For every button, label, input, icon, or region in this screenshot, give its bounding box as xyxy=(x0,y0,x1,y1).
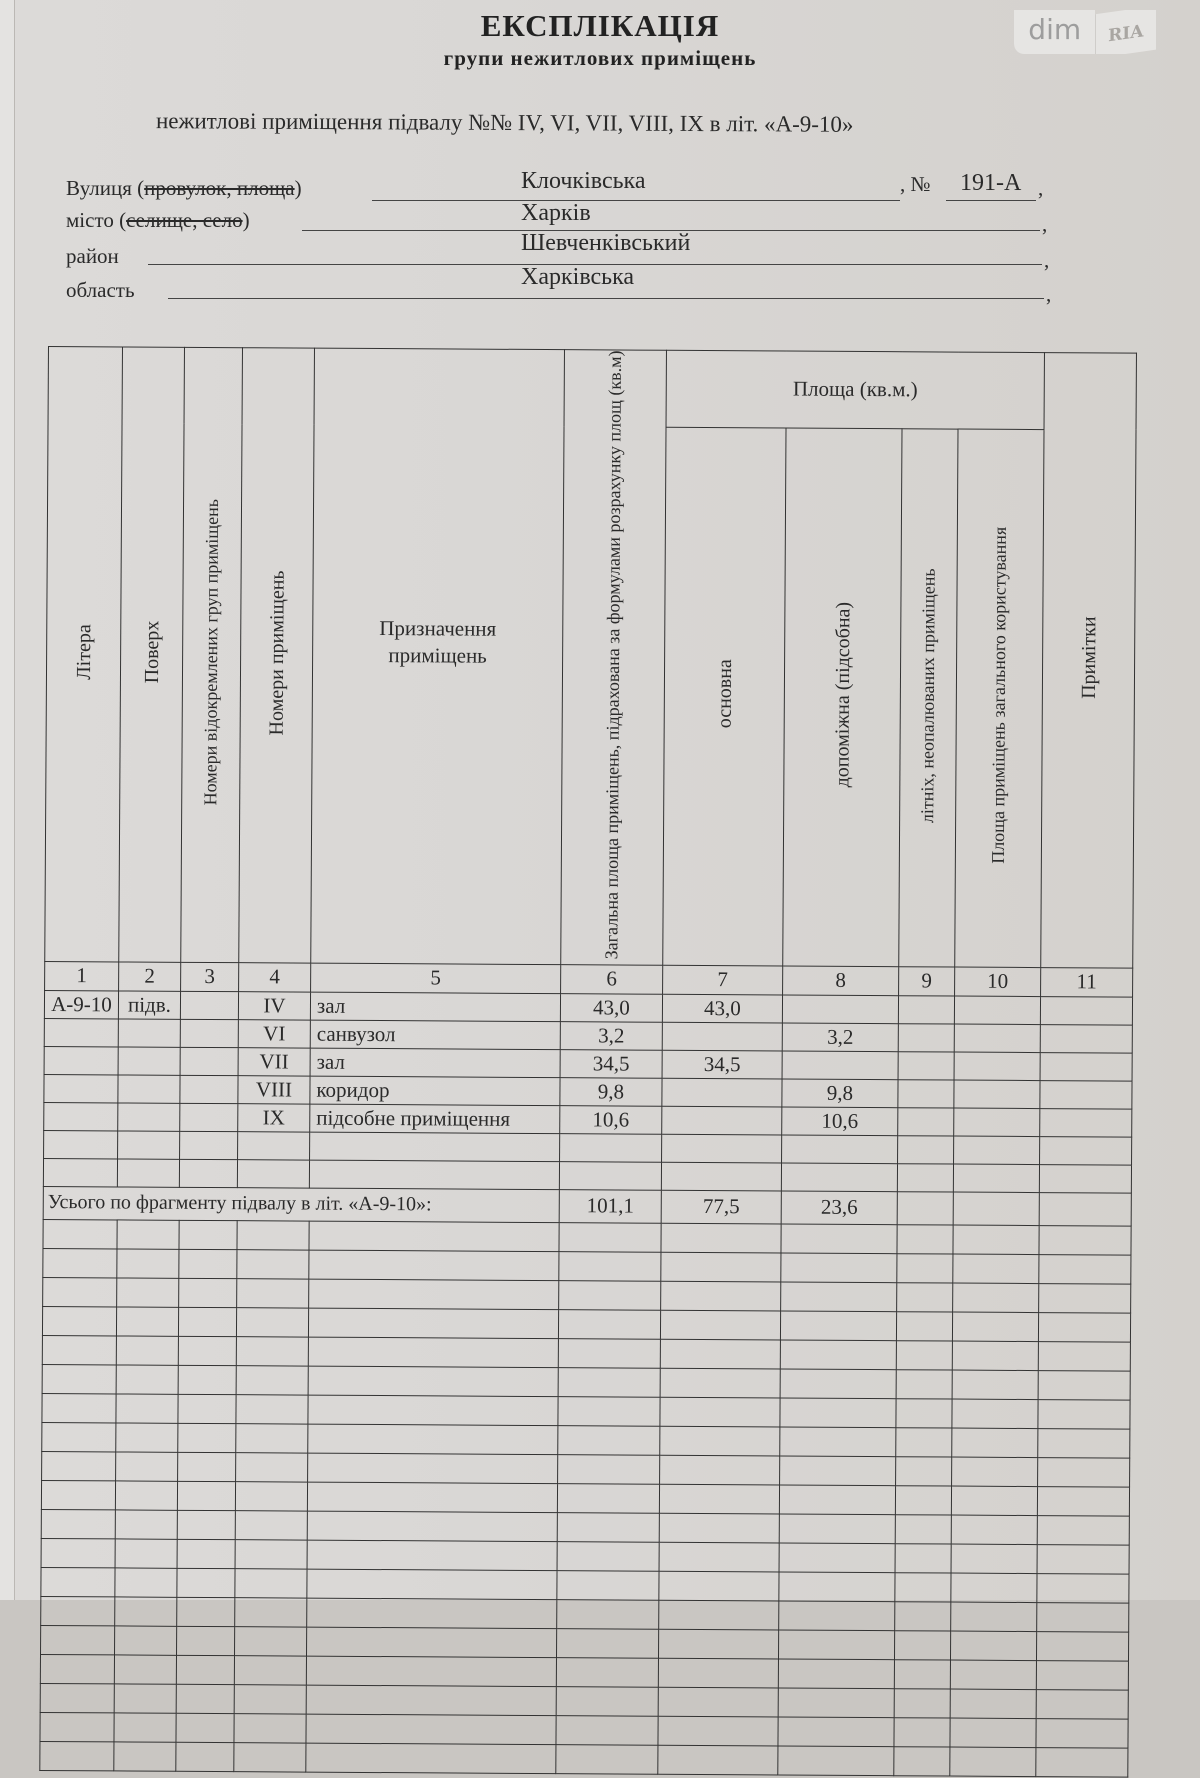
cell-litera: А-9-10 xyxy=(44,990,118,1018)
comma: , xyxy=(1044,248,1050,272)
cell-total-area: 43,0 xyxy=(560,994,662,1023)
cell-aux-area xyxy=(782,995,898,1024)
document-title: ЕКСПЛІКАЦІЯ xyxy=(480,8,720,43)
header-common-area: Площа приміщень загального користування xyxy=(955,429,1044,968)
cell-floor xyxy=(118,1103,180,1131)
district-value: Шевченківський xyxy=(521,230,691,256)
cell-floor: підв. xyxy=(118,991,180,1019)
header-room-numbers: Номери приміщень xyxy=(239,348,315,963)
cell-common-area xyxy=(954,1052,1040,1081)
header-area-group: Площа (кв.м.) xyxy=(666,350,1044,429)
cell-group xyxy=(180,991,238,1019)
comma: , xyxy=(1038,176,1044,200)
premises-description: нежитлові приміщення підвалу №№ IV, VI, VII, VIII, IX в літ. «А-9-10» xyxy=(155,108,854,137)
main-area-sum: 77,5 xyxy=(661,1190,781,1224)
cell-common-area xyxy=(954,1024,1040,1053)
cell-total-area: 3,2 xyxy=(560,1022,662,1051)
cell-summer-area xyxy=(898,1080,954,1108)
cell-summer-area xyxy=(898,1108,954,1136)
cell-floor xyxy=(118,1019,180,1047)
cell-room: IV xyxy=(238,992,310,1020)
cell-group xyxy=(180,1075,238,1103)
header-litera: Літера xyxy=(45,347,123,962)
column-number: 3 xyxy=(181,962,239,991)
number-label: , № xyxy=(900,172,931,196)
street-value: Клочківська xyxy=(521,168,646,194)
cell-purpose: підсобне приміщення xyxy=(310,1104,560,1134)
cell-main-area xyxy=(662,1022,782,1051)
document-subtitle: групи нежитлових приміщень xyxy=(443,46,757,70)
region-value: Харківська xyxy=(521,264,635,290)
cell-summer-area xyxy=(898,1024,954,1052)
cell-floor xyxy=(118,1075,180,1103)
column-number: 2 xyxy=(119,962,181,991)
column-number: 1 xyxy=(45,961,119,990)
cell-purpose: коридор xyxy=(310,1076,560,1106)
column-number: 7 xyxy=(663,965,783,995)
cell-common-area xyxy=(954,1108,1040,1137)
cell-aux-area: 9,8 xyxy=(782,1079,898,1108)
cell-main-area: 34,5 xyxy=(662,1050,782,1079)
cell-floor xyxy=(118,1047,180,1075)
total-area-sum: 101,1 xyxy=(559,1189,661,1223)
cell-notes xyxy=(1040,1108,1132,1137)
cell-purpose: санвузол xyxy=(310,1020,560,1050)
cell-main-area: 43,0 xyxy=(662,994,782,1023)
cell-total-area: 9,8 xyxy=(560,1078,662,1107)
header-group-numbers: Номери відокремлених груп приміщень xyxy=(181,347,243,962)
cell-group xyxy=(180,1019,238,1047)
cell-main-area xyxy=(662,1078,782,1107)
column-number: 10 xyxy=(955,967,1041,997)
table-row-empty xyxy=(40,1741,1128,1777)
cell-main-area xyxy=(662,1106,782,1135)
street-underline xyxy=(372,200,900,201)
cell-purpose: зал xyxy=(310,992,560,1022)
cell-room: VI xyxy=(238,1020,310,1048)
header-notes: Примітки xyxy=(1041,353,1137,968)
region-label: область xyxy=(66,278,135,302)
column-number: 5 xyxy=(311,963,561,994)
cell-litera xyxy=(44,1046,118,1074)
city-value: Харків xyxy=(521,200,591,226)
cell-common-area xyxy=(954,996,1040,1025)
number-underline xyxy=(946,200,1036,201)
house-number-value: 191-А xyxy=(960,170,1022,196)
region-underline xyxy=(168,298,1044,299)
comma: , xyxy=(1046,282,1052,306)
cell-room: VII xyxy=(238,1048,310,1076)
column-number: 6 xyxy=(561,965,663,995)
cell-common-area xyxy=(954,1080,1040,1109)
district-label: район xyxy=(66,244,119,268)
cell-litera xyxy=(44,1018,118,1046)
cell-group xyxy=(180,1103,238,1131)
total-label: Усього по фрагменту підвалу в літ. «А-9-10»: xyxy=(43,1186,559,1222)
column-number: 4 xyxy=(239,963,311,992)
aux-area-sum: 23,6 xyxy=(781,1191,897,1225)
cell-aux-area: 3,2 xyxy=(782,1023,898,1052)
header-floor: Поверх xyxy=(119,347,185,962)
column-number: 8 xyxy=(783,966,899,996)
watermark-ria-logo: RIA xyxy=(1095,10,1156,54)
column-number: 9 xyxy=(899,967,955,996)
cell-total-area: 10,6 xyxy=(560,1106,662,1135)
cell-aux-area: 10,6 xyxy=(782,1107,898,1136)
cell-litera xyxy=(44,1074,118,1102)
comma: , xyxy=(1042,212,1048,236)
cell-notes xyxy=(1040,1024,1132,1053)
watermark-dim-logo: dim xyxy=(1014,10,1095,54)
cell-notes xyxy=(1040,1080,1132,1109)
page-edge xyxy=(0,0,15,1600)
explication-table xyxy=(39,346,1137,1777)
cell-summer-area xyxy=(898,996,954,1024)
cell-room: VIII xyxy=(238,1076,310,1104)
cell-group xyxy=(180,1047,238,1075)
cell-total-area: 34,5 xyxy=(560,1050,662,1079)
cell-purpose: зал xyxy=(310,1048,560,1078)
address-region-row xyxy=(66,264,1066,308)
city-label: місто (селище, село) xyxy=(66,208,250,232)
cell-aux-area xyxy=(782,1051,898,1080)
header-auxiliary-area: допоміжна (підсобна) xyxy=(783,428,902,967)
cell-notes xyxy=(1040,1052,1132,1081)
header-summer-area: літніх, неопалюваних приміщень xyxy=(899,429,958,967)
header-purpose: Призначення приміщень xyxy=(311,348,565,964)
header-total-area: Загальна площа приміщень, підрахована за формулами розрахунку площ (кв.м) xyxy=(561,350,667,965)
cell-summer-area xyxy=(898,1052,954,1080)
header-main-area: основна xyxy=(663,427,786,966)
cell-room: IX xyxy=(238,1104,310,1132)
street-label: Вулиця (провулок, площа) xyxy=(66,176,302,200)
column-number: 11 xyxy=(1041,967,1133,997)
cell-notes xyxy=(1040,996,1132,1025)
cell-litera xyxy=(44,1102,118,1130)
